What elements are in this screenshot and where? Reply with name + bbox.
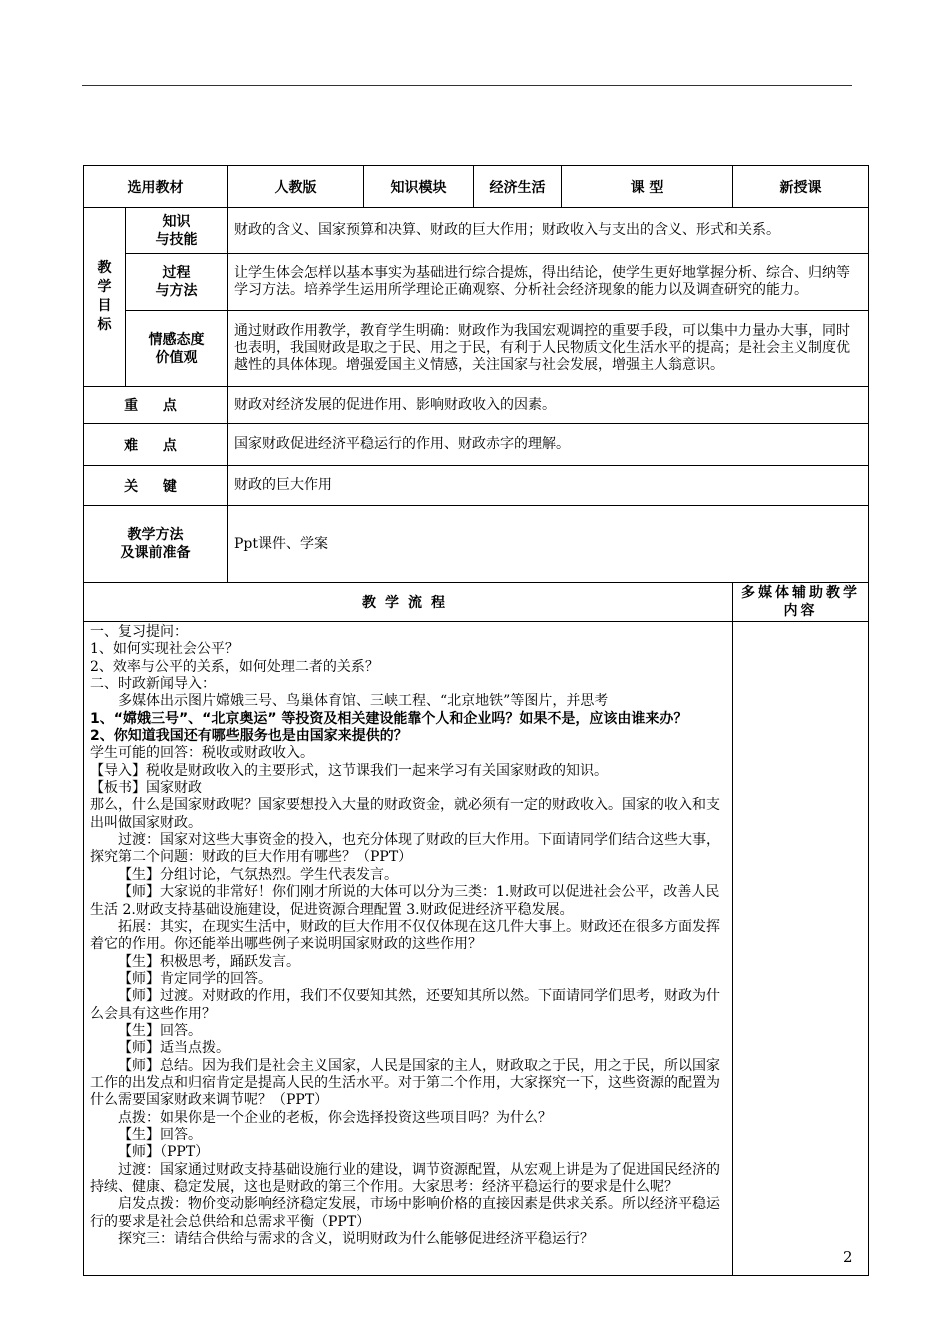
key-points-label: 重 点	[84, 387, 228, 424]
methods-label: 教学方法 及课前准备	[84, 506, 228, 583]
flow-line: 【师】过渡。对财政的作用，我们不仅要知其然，还要知其所以然。下面请同学们思考，财政为什么会具有这些作用？	[90, 988, 720, 1022]
page-number: 2	[843, 1248, 853, 1266]
flow-content-row	[84, 622, 869, 1276]
media-content	[733, 622, 869, 1276]
flow-line: 【生】回答。	[118, 1022, 202, 1039]
flow-line: 【板书】国家财政	[90, 780, 202, 797]
objectives-side-label: 教学目标	[84, 208, 126, 387]
flow-line: 一、复习提问：	[90, 624, 188, 640]
flow-line: 过渡：国家通过财政支持基础设施行业的建设，调节资源配置，从宏观上讲是为了促进国民经济的持续、健康、稳定发展，这也是财政的第三个作用。大家思考：经济平稳运行的要求是什么呢？	[90, 1161, 720, 1195]
flow-line: 探究三：请结合供给与需求的含义，说明财政为什么能够促进经济平稳运行？	[118, 1231, 594, 1248]
flow-heading-row	[84, 583, 869, 622]
difficulties-label: 难 点	[84, 424, 228, 466]
module-value: 经济生活	[474, 166, 562, 208]
flow-content	[84, 622, 733, 1276]
objective-label: 情感态度 价值观	[126, 311, 228, 387]
lesson-type-value: 新授课	[733, 166, 869, 208]
flow-line: 那么，什么是国家财政呢？国家要想投入大量的财政资金，就必须有一定的财政收入。国家的收入和支出叫做国家财政。	[90, 797, 720, 831]
flow-line: 点拨：如果你是一个企业的老板，你会选择投资这些项目吗？为什么？	[118, 1109, 552, 1126]
flow-line: 拓展：其实，在现实生活中，财政的巨大作用不仅仅体现在这几件大事上。财政还在很多方面发挥着它的作用。你还能举出哪些例子来说明国家财政的这些作用？	[90, 918, 720, 953]
lesson-type-label: 课 型	[562, 166, 733, 208]
flow-line: 【师】大家说的非常好！你们刚才所说的大体可以分为三类：1.财政可以促进社会公平，改善人民生活 2.财政支持基础设施建设，促进资源合理配置 3.财政促进经济平稳发展。	[90, 884, 720, 918]
flow-line: 【师】总结。因为我们是社会主义国家，人民是国家的主人，财政取之于民，用之于民，所以国家工作的出发点和归宿肯定是提高人民的生活水平。对于第二个作用，大家探究一下，这些资源的配置为什么需要国家财政来调节呢？（PPT）	[90, 1057, 720, 1109]
difficulties-row	[84, 424, 869, 466]
flow-line: 【师】（PPT）	[118, 1144, 210, 1161]
module-label: 知识模块	[364, 166, 474, 208]
flow-question: 2、你知道我国还有哪些服务也是由国家来提供的？	[90, 728, 408, 745]
objective-label: 知识 与技能	[126, 208, 228, 254]
objective-text: 通过财政作用教学，教育学生明确：财政作为我国宏观调控的重要手段，可以集中力量办大事，同时也表明，我国财政是取之于民、用之于民，有利于人民物质文化生活水平的提高；是社会主义制度优越性的具体体现。增强爱国主义情感，关注国家与社会发展，增强主人翁意识。	[228, 311, 869, 387]
flow-question: 1、“嫦娥三号”、“北京奥运” 等投资及相关建设能靠个人和企业吗？如果不是，应该由谁来办？	[90, 710, 688, 727]
flow-heading: 教学流程	[84, 583, 733, 622]
flow-line: 【生】积极思考，踊跃发言。	[118, 953, 300, 970]
flow-line: 2、效率与公平的关系，如何处理二者的关系？	[90, 658, 379, 675]
objective-row-attitude	[84, 311, 869, 387]
flow-line: 二、时政新闻导入：	[90, 676, 216, 693]
info-row	[84, 166, 869, 208]
flow-line: 【师】肯定同学的回答。	[118, 970, 272, 987]
key-points-text: 财政对经济发展的促进作用、影响财政收入的因素。	[228, 387, 869, 424]
methods-text: Ppt课件、学案	[228, 506, 869, 583]
key-points-row	[84, 387, 869, 424]
key-row	[84, 466, 869, 506]
difficulties-text: 国家财政促进经济平稳运行的作用、财政赤字的理解。	[228, 424, 869, 466]
flow-line: 启发点拨：物价变动影响经济稳定发展，市场中影响价格的直接因素是供求关系。所以经济平稳运行的要求是社会总供给和总需求平衡（PPT）	[90, 1196, 720, 1230]
flow-line: 【师】适当点拨。	[118, 1040, 230, 1057]
material-value: 人教版	[228, 166, 364, 208]
flow-line: 【导入】税收是财政收入的主要形式，这节课我们一起来学习有关国家财政的知识。	[90, 762, 608, 779]
media-heading: 多媒体辅助教学内容	[733, 583, 869, 622]
objective-text: 财政的含义、国家预算和决算、财政的巨大作用；财政收入与支出的含义、形式和关系。	[228, 208, 869, 254]
flow-line: 【生】分组讨论，气氛热烈。学生代表发言。	[118, 866, 398, 883]
objective-row-knowledge	[84, 208, 869, 254]
flow-line: 过渡：国家对这些大事资金的投入，也充分体现了财政的巨大作用。下面请同学们结合这些大事，探究第二个问题：财政的巨大作用有哪些？（PPT）	[90, 832, 720, 866]
objective-text: 让学生体会怎样以基本事实为基础进行综合提炼，得出结论，使学生更好地掌握分析、综合、归纳等学习方法。培养学生运用所学理论正确观察、分析社会经济现象的能力以及调查研究的能力。	[228, 254, 869, 311]
flow-line: 学生可能的回答：税收或财政收入。	[90, 745, 314, 762]
objective-row-process	[84, 254, 869, 311]
header-rule	[82, 85, 852, 86]
flow-line: 【生】回答。	[118, 1126, 202, 1143]
flow-line: 多媒体出示图片嫦娥三号、鸟巢体育馆、三峡工程、“北京地铁”等图片，并思考	[118, 693, 609, 710]
flow-line: 1、如何实现社会公平？	[90, 641, 239, 658]
material-label: 选用教材	[84, 166, 228, 208]
lesson-plan-table	[83, 165, 869, 1276]
methods-row	[84, 506, 869, 583]
objective-label: 过程 与方法	[126, 254, 228, 311]
key-text: 财政的巨大作用	[228, 466, 869, 506]
key-label: 关 键	[84, 466, 228, 506]
